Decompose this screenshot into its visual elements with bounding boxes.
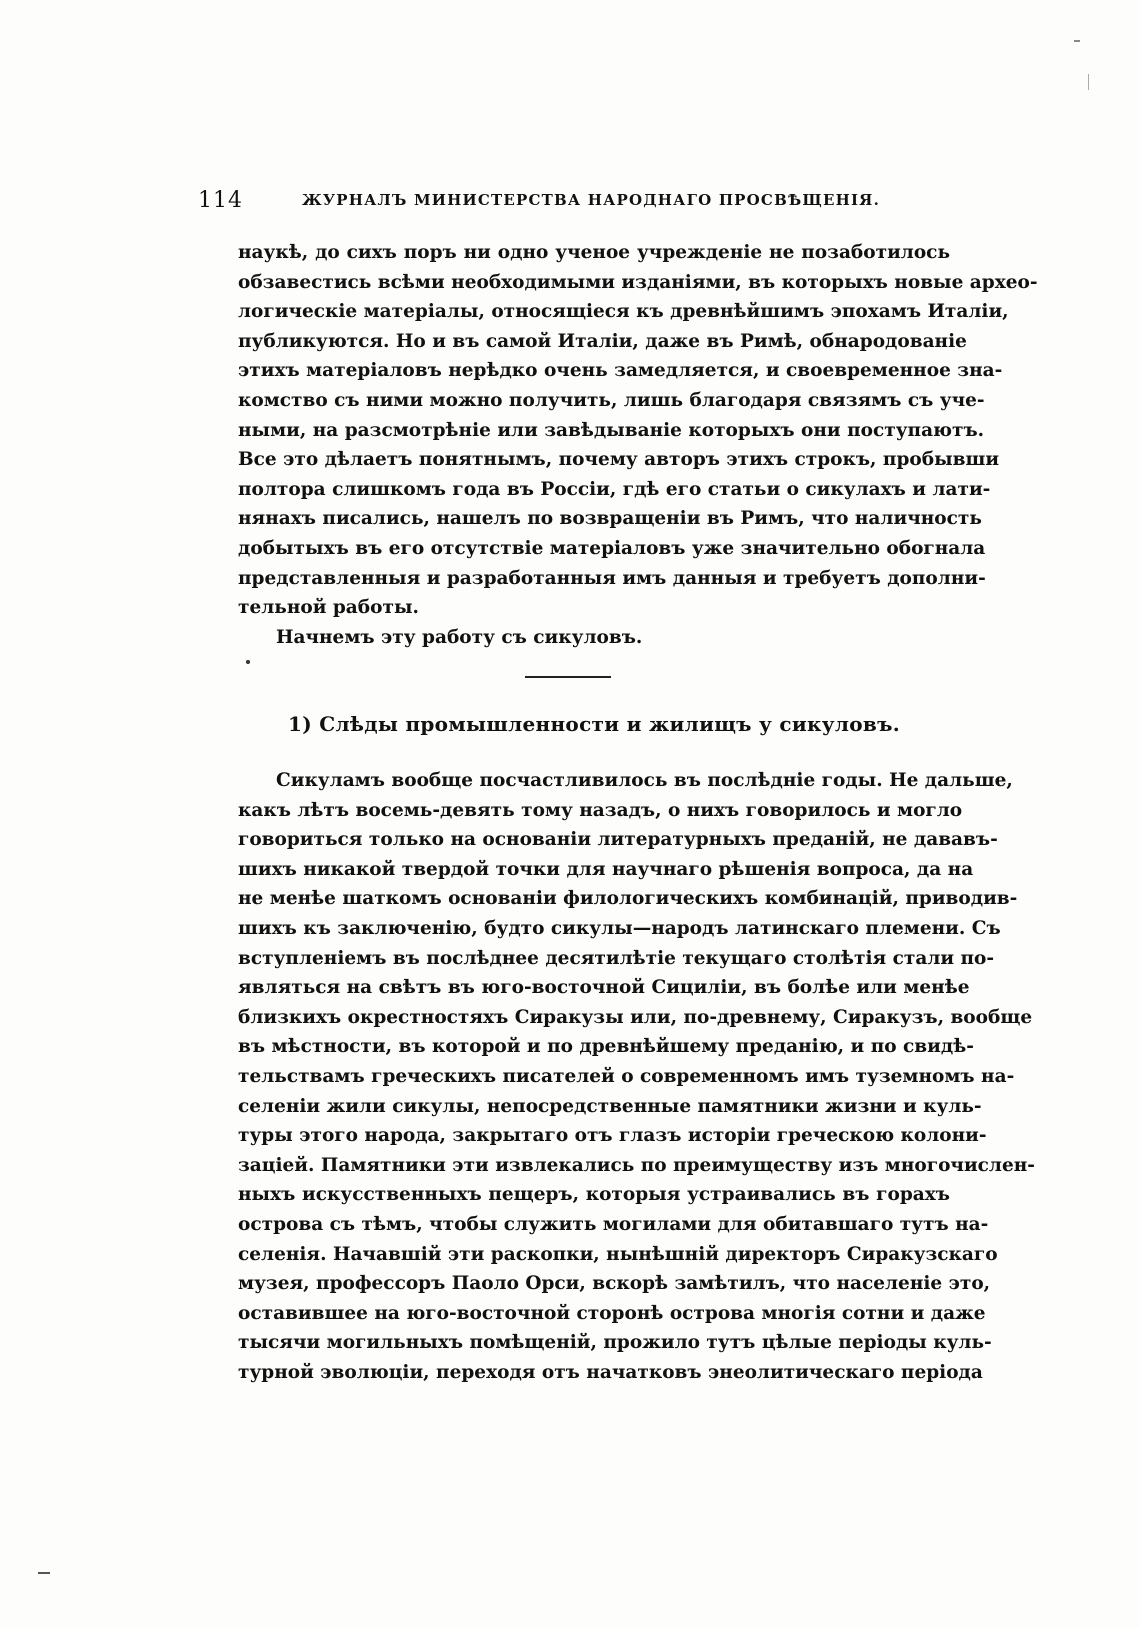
text-line: логическіе матеріалы, относящіеся къ древнѣйшимъ эпохамъ Италіи, [238, 301, 1009, 323]
scan-edge-mark [1088, 74, 1089, 90]
text-line: заціей. Памятники эти извлекались по преимуществу изъ многочислен- [238, 1154, 1035, 1176]
text-line: острова съ тѣмъ, чтобы служить могилами для обитавшаго тутъ на- [238, 1213, 989, 1235]
text-line: вступленіемъ въ послѣднее десятилѣтіе текущаго столѣтія стали по- [238, 947, 995, 969]
text-line: оставившее на юго-восточной сторонѣ острова многія сотни и даже [238, 1302, 986, 1324]
text-line: нянахъ писались, нашелъ по возвращеніи въ Римъ, что наличность [238, 508, 982, 530]
scan-edge-mark [38, 1572, 50, 1574]
text-line: въ мѣстности, въ которой и по древнѣйшему преданію, и по свидѣ- [238, 1036, 974, 1058]
running-head: ЖУРНАЛЪ МИНИСТЕРСТВА НАРОДНАГО ПРОСВѢЩЕНІЯ. [302, 191, 881, 209]
text-line: шихъ къ заключенію, будто сикулы—народъ латинскаго племени. Съ [238, 917, 1001, 939]
section-heading: 1) Слѣды промышленности и жилищъ у сикуловъ. [287, 712, 901, 736]
text-line: ныхъ искусственныхъ пещеръ, которыя устраивались въ горахъ [238, 1184, 950, 1206]
scan-edge-mark [1074, 40, 1080, 42]
text-line: тельной работы. [238, 597, 419, 619]
text-line: Все это дѣлаетъ понятнымъ, почему авторъ этихъ строкъ, пробывши [238, 449, 1000, 471]
stray-dot [246, 660, 250, 664]
text-line: этихъ матеріаловъ нерѣдко очень замедляется, и своевременное зна- [238, 360, 1003, 382]
text-line: тельствамъ греческихъ писателей о современномъ имъ туземномъ на- [238, 1065, 1015, 1087]
text-line: являться на свѣтъ въ юго-восточной Сициліи, въ болѣе или менѣе [238, 977, 970, 999]
text-line: музея, профессоръ Паоло Орси, вскорѣ замѣтилъ, что населеніе это, [238, 1273, 991, 1295]
text-line: ными, на разсмотрѣніе или завѣдываніе которыхъ они поступаютъ. [238, 419, 985, 441]
text-line: полтора слишкомъ года въ Россіи, гдѣ его статьи о сикулахъ и лати- [238, 478, 991, 500]
text-line: добытыхъ въ его отсутствіе матеріаловъ уже значительно обогнала [238, 537, 986, 559]
text-line: близкихъ окрестностяхъ Сиракузы или, по-древнему, Сиракузъ, вообще [238, 1006, 1033, 1028]
text-line: говориться только на основаніи литературныхъ преданій, не дававъ- [238, 829, 998, 851]
text-line: Сикуламъ вообще посчастливилось въ послѣдніе годы. Не дальше, [276, 770, 1013, 791]
text-line: турной эволюціи, переходя отъ начатковъ энеолитическаго періода [238, 1361, 983, 1383]
text-line: селенія. Начавшій эти раскопки, нынѣшній директоръ Сиракузскаго [238, 1243, 998, 1265]
text-line: комство съ ними можно получить, лишь благодаря связямъ съ уче- [238, 389, 985, 411]
text-line: шихъ никакой твердой точки для научнаго рѣшенія вопроса, да на [238, 858, 974, 880]
text-line: публикуются. Но и въ самой Италіи, даже въ Римѣ, обнародованіе [238, 330, 967, 352]
page-number: 114 [198, 188, 243, 213]
text-line: обзавестись всѣми необходимыми изданіями, въ которыхъ новые архео- [238, 271, 1038, 293]
text-line: тысячи могильныхъ помѣщеній, прожило тутъ цѣлые періоды куль- [238, 1332, 992, 1354]
paragraph-sicules [238, 766, 1035, 1387]
section-divider [525, 676, 611, 678]
closing-sentence: Начнемъ эту работу съ сикуловъ. [276, 626, 643, 648]
text-line: наукѣ, до сихъ поръ ни одно ученое учрежденіе не позаботилось [238, 242, 950, 263]
text-line: селеніи жили сикулы, непосредственные памятники жизни и куль- [238, 1095, 982, 1117]
text-line: какъ лѣтъ восемь-девять тому назадъ, о нихъ говорилось и могло [238, 799, 963, 821]
text-line: не менѣе шаткомъ основаніи филологическихъ комбинацій, приводив- [238, 888, 1018, 910]
text-line: представленныя и разработанныя имъ данныя и требуетъ дополни- [238, 567, 986, 589]
page-header [198, 188, 881, 222]
text-line: туры этого народа, закрытаго отъ глазъ исторіи греческою колони- [238, 1125, 987, 1147]
paragraph-intro [238, 238, 1038, 652]
